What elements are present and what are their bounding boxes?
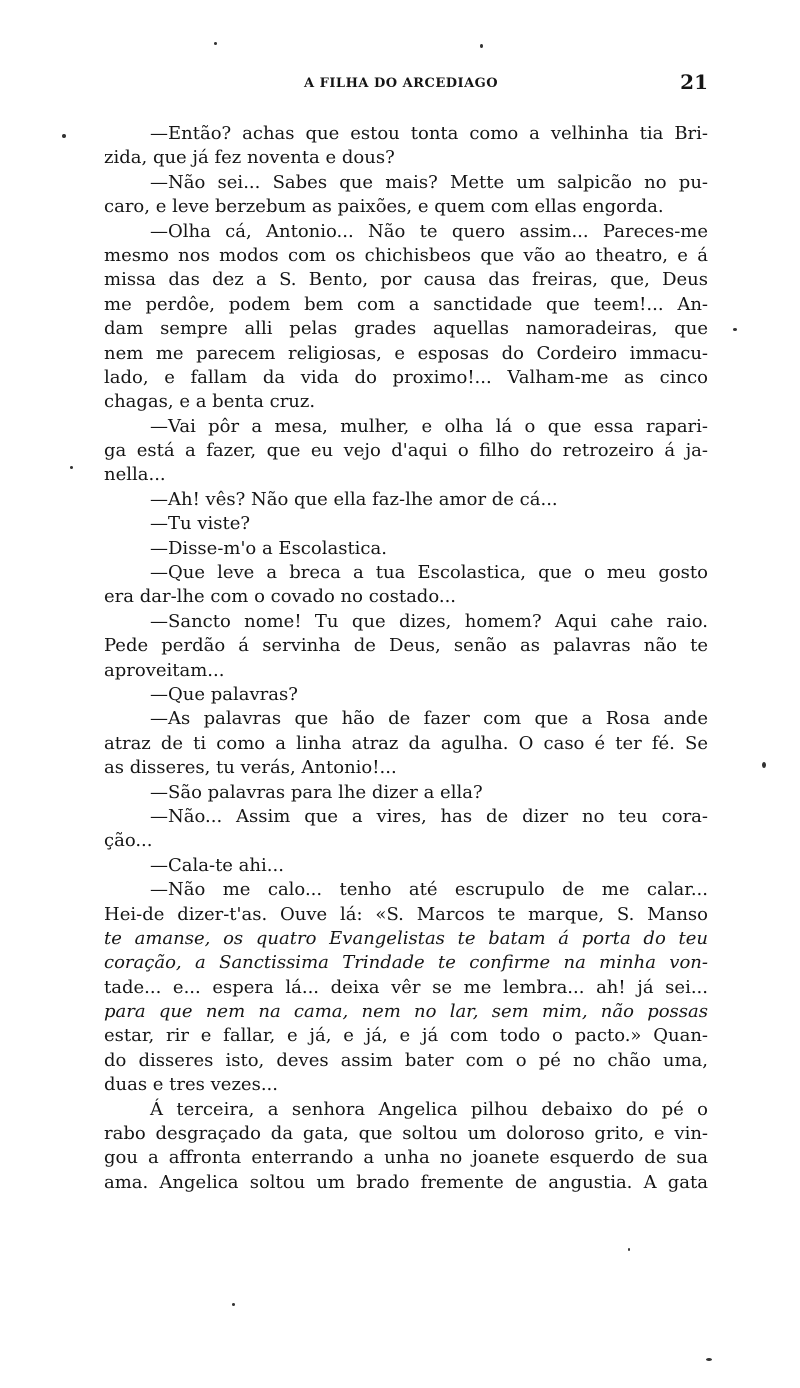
text-line: —Não sei... Sabes que mais? Mette um salpicão no pu-: [150, 171, 708, 193]
text-line: estar, rir e fallar, e já, e já, e já com todo o pacto.» Quan-: [104, 1025, 708, 1047]
text-line: te amanse, os quatro Evangelistas te batam á porta do teu: [104, 927, 708, 949]
text-line: dam sempre alli pelas grades aquellas namoradeiras, que: [104, 318, 708, 340]
text-line: para que nem na cama, nem no lar, sem mim, não possas: [104, 1001, 708, 1023]
text-line: —Não... Assim que a vires, has de dizer no teu cora-: [150, 805, 708, 827]
scan-speck: [62, 134, 66, 138]
text-line: —Ah! vês? Não que ella faz-lhe amor de cá...: [150, 488, 558, 510]
scan-speck: [706, 1358, 712, 1361]
text-line: caro, e leve berzebum as paixões, e quem com ellas engorda.: [104, 196, 664, 218]
text-line: Á terceira, a senhora Angelica pilhou debaixo do pé o: [150, 1098, 708, 1120]
text-line: —Não me calo... tenho até escrupulo de me calar...: [150, 879, 708, 901]
text-line: do disseres isto, deves assim bater com o pé no chão uma,: [104, 1049, 708, 1071]
text-line: ção...: [104, 830, 153, 852]
text-line: tade... e... espera lá... deixa vêr se me lembra... ah! já sei...: [104, 976, 708, 998]
text-line: Hei-de dizer-t'as. Ouve lá: «S. Marcos te marque, S. Manso: [104, 903, 708, 925]
text-line: —Cala-te ahi...: [150, 854, 284, 876]
text-line: duas e tres vezes...: [104, 1074, 278, 1096]
text-line: —Sancto nome! Tu que dizes, homem? Aqui cahe raio.: [150, 610, 708, 632]
scan-speck: [733, 328, 737, 331]
page-number: 21: [680, 70, 708, 94]
text-line: —Que palavras?: [150, 683, 298, 705]
text-line: chagas, e a benta cruz.: [104, 391, 316, 413]
text-line: era dar-lhe com o covado no costado...: [104, 586, 457, 608]
text-line: —São palavras para lhe dizer a ella?: [150, 781, 483, 803]
text-line: —Disse-m'o a Escolastica.: [150, 537, 387, 559]
text-line: Pede perdão á servinha de Deus, senão as palavras não te: [104, 635, 708, 657]
text-line: —As palavras que hão de fazer com que a Rosa ande: [150, 708, 708, 730]
text-line: rabo desgraçado da gata, que soltou um doloroso grito, e vin-: [104, 1123, 708, 1145]
scan-speck: [232, 1303, 235, 1306]
scan-speck: [70, 466, 73, 469]
text-line: —Que leve a breca a tua Escolastica, que o meu gosto: [150, 562, 708, 584]
text-line: atraz de ti como a linha atraz da agulha. O caso é ter fé. Se: [104, 732, 708, 754]
text-line: gou a affronta enterrando a unha no joanete esquerdo de sua: [104, 1147, 708, 1169]
text-line: ga está a fazer, que eu vejo d'aqui o filho do retrozeiro á ja-: [104, 440, 708, 462]
text-line: nella...: [104, 464, 166, 486]
text-line: lado, e fallam da vida do proximo!... Valham-me as cinco: [104, 366, 708, 388]
scan-speck: [480, 44, 483, 48]
text-line: nem me parecem religiosas, e esposas do Cordeiro immacu-: [104, 342, 708, 364]
page-header: [104, 62, 708, 102]
text-line: missa das dez a S. Bento, por causa das freiras, que, Deus: [104, 269, 708, 291]
text-line: zida, que já fez noventa e dous?: [104, 147, 395, 169]
scan-speck: [762, 762, 766, 768]
scan-speck: [214, 42, 217, 45]
text-line: ama. Angelica soltou um brado fremente de angustia. A gata: [104, 1171, 708, 1193]
text-line: me perdôe, podem bem com a sanctidade que teem!... An-: [104, 293, 708, 315]
text-line: as disseres, tu verás, Antonio!...: [104, 757, 397, 779]
scan-speck: [628, 1248, 630, 1251]
text-line: —Então? achas que estou tonta como a velhinha tia Bri-: [150, 123, 708, 144]
text-line: aproveitam...: [104, 659, 225, 681]
text-line: mesmo nos modos com os chichisbeos que vão ao theatro, e á: [104, 244, 708, 266]
running-title: A FILHA DO ARCEDIAGO: [304, 76, 499, 91]
text-line: coração, a Sanctissima Trindade te confirme na minha von-: [104, 952, 708, 974]
book-page: [104, 62, 708, 1195]
text-line: —Tu viste?: [150, 513, 251, 535]
text-line: —Olha cá, Antonio... Não te quero assim... Pareces-me: [150, 220, 708, 242]
body-text: [104, 122, 708, 1195]
text-line: —Vai pôr a mesa, mulher, e olha lá o que essa rapari-: [150, 415, 708, 437]
